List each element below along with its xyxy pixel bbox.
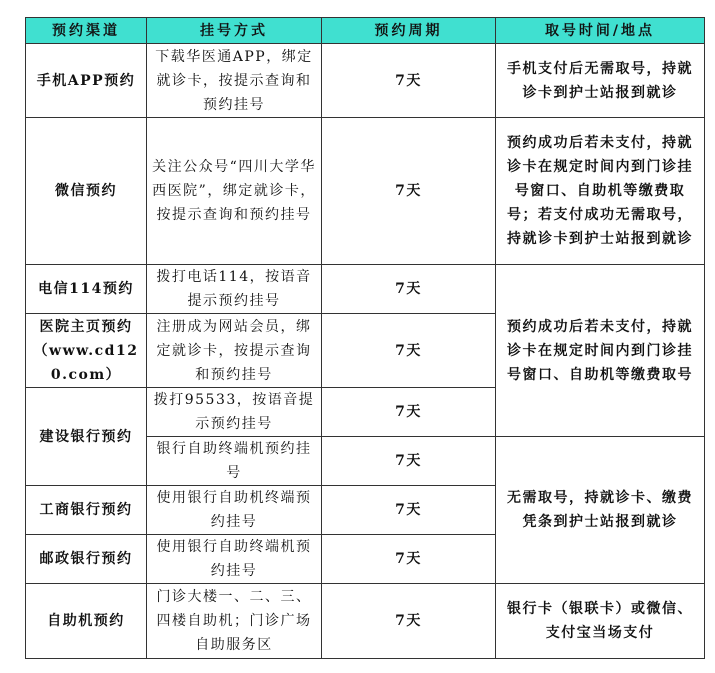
header-period: 预约周期 [322,18,496,44]
pickup-cell: 预约成功后若未支付，持就诊卡在规定时间内到门诊挂号窗口、自助机等缴费取号；若支付成功无需取号，持就诊卡到护士站报到就诊 [496,118,705,265]
period-cell: 7天 [322,44,496,118]
method-cell: 拨打95533，按语音提示预约挂号 [147,388,322,437]
method-cell: 使用银行自助终端机预约挂号 [147,535,322,584]
pickup-cell-merged-no-pickup: 无需取号，持就诊卡、缴费凭条到护士站报到就诊 [496,437,705,584]
period-cell: 7天 [322,437,496,486]
method-cell: 关注公众号“四川大学华西医院”，绑定就诊卡，按提示查询和预约挂号 [147,118,322,265]
channel-cell: 电信114预约 [26,265,147,314]
period-cell: 7天 [322,486,496,535]
table-row [26,265,705,314]
header-method: 挂号方式 [147,18,322,44]
period-cell: 7天 [322,388,496,437]
header-channel: 预约渠道 [26,18,147,44]
channel-cell: 自助机预约 [26,584,147,659]
method-cell: 使用银行自助机终端预约挂号 [147,486,322,535]
pickup-cell-merged-unpaid: 预约成功后若未支付，持就诊卡在规定时间内到门诊挂号窗口、自助机等缴费取号 [496,265,705,437]
table-row [26,584,705,659]
table-row [26,118,705,265]
method-cell: 注册成为网站会员，绑定就诊卡，按提示查询和预约挂号 [147,314,322,388]
method-cell: 门诊大楼一、二、三、四楼自助机；门诊广场自助服务区 [147,584,322,659]
header-row [26,18,705,44]
header-pickup: 取号时间/地点 [496,18,705,44]
period-cell: 7天 [322,535,496,584]
channel-cell: 微信预约 [26,118,147,265]
period-cell: 7天 [322,265,496,314]
channel-cell: 医院主页预约（www.cd120.com） [26,314,147,388]
pickup-cell: 银行卡（银联卡）或微信、支付宝当场支付 [496,584,705,659]
channel-cell: 工商银行预约 [26,486,147,535]
channel-cell: 邮政银行预约 [26,535,147,584]
pickup-cell: 手机支付后无需取号，持就诊卡到护士站报到就诊 [496,44,705,118]
period-cell: 7天 [322,118,496,265]
table-row [26,44,705,118]
period-cell: 7天 [322,584,496,659]
method-cell: 拨打电话114，按语音提示预约挂号 [147,265,322,314]
appointment-table [25,17,705,659]
channel-cell: 建设银行预约 [26,388,147,486]
method-cell: 银行自助终端机预约挂号 [147,437,322,486]
period-cell: 7天 [322,314,496,388]
method-cell: 下载华医通APP，绑定就诊卡，按提示查询和预约挂号 [147,44,322,118]
channel-cell: 手机APP预约 [26,44,147,118]
